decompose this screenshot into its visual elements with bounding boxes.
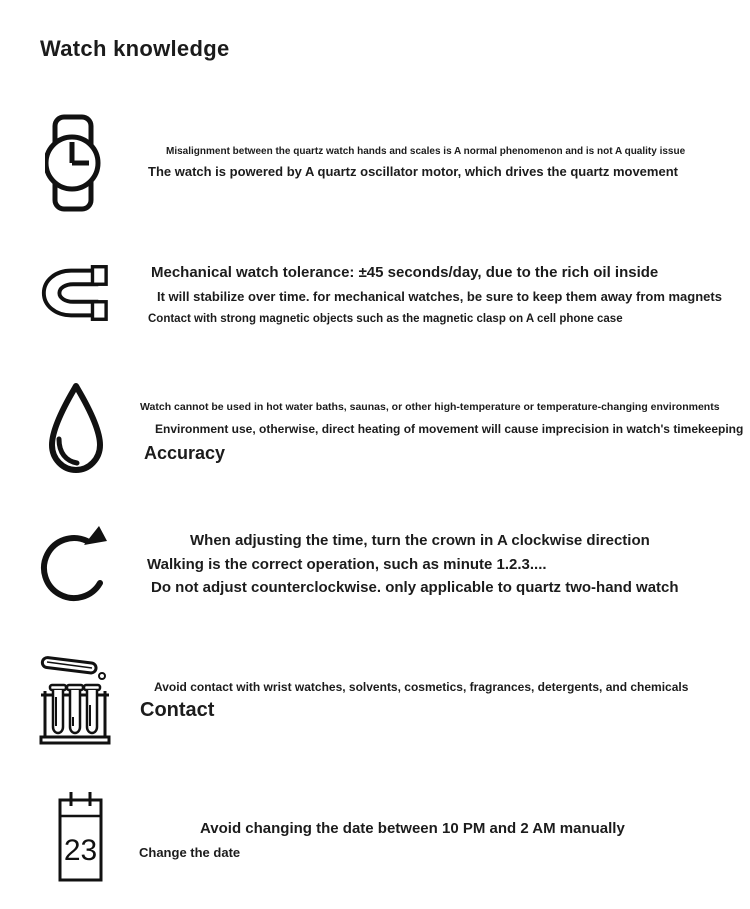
temperature-detail-line: Environment use, otherwise, direct heating of movement will cause imprecision in watch's timekeeping (155, 422, 744, 436)
date-change-warning-line: Avoid changing the date between 10 PM and 2 AM manually (200, 820, 625, 837)
crown-counterclockwise-line: Do not adjust counterclockwise. only applicable to quartz two-hand watch (151, 579, 679, 596)
wristwatch-icon (45, 114, 101, 212)
test-tubes-icon (38, 646, 112, 746)
contact-heading: Contact (140, 699, 215, 721)
calendar-day-number: 23 (63, 834, 98, 867)
page-title: Watch knowledge (40, 36, 230, 61)
magnet-icon (38, 262, 110, 324)
calendar-icon (58, 790, 103, 882)
date-change-heading: Change the date (139, 845, 241, 860)
clockwise-arrow-icon (40, 522, 112, 608)
crown-walking-line: Walking is the correct operation, such as minute 1.2.3.... (147, 556, 547, 573)
chemicals-warning-line: Avoid contact with wrist watches, solvents, cosmetics, fragrances, detergents, and chemicals (154, 680, 689, 694)
quartz-main-line: The watch is powered by A quartz oscillator motor, which drives the quartz movement (148, 164, 678, 179)
water-drop-icon (42, 379, 110, 479)
temperature-warning-line: Watch cannot be used in hot water baths, saunas, or other high-temperature or temperature-changing environments (140, 401, 720, 413)
crown-clockwise-line: When adjusting the time, turn the crown in A clockwise direction (190, 532, 650, 549)
magnet-tolerance-line: Mechanical watch tolerance: ±45 seconds/day, due to the rich oil inside (151, 264, 659, 281)
magnet-contact-line: Contact with strong magnetic objects such as the magnetic clasp on A cell phone case (148, 313, 623, 325)
accuracy-heading: Accuracy (144, 443, 226, 463)
quartz-note-line: Misalignment between the quartz watch hands and scales is A normal phenomenon and is not A quality issue (166, 146, 686, 157)
magnet-stabilize-line: It will stabilize over time. for mechanical watches, be sure to keep them away from magnets (157, 289, 722, 304)
